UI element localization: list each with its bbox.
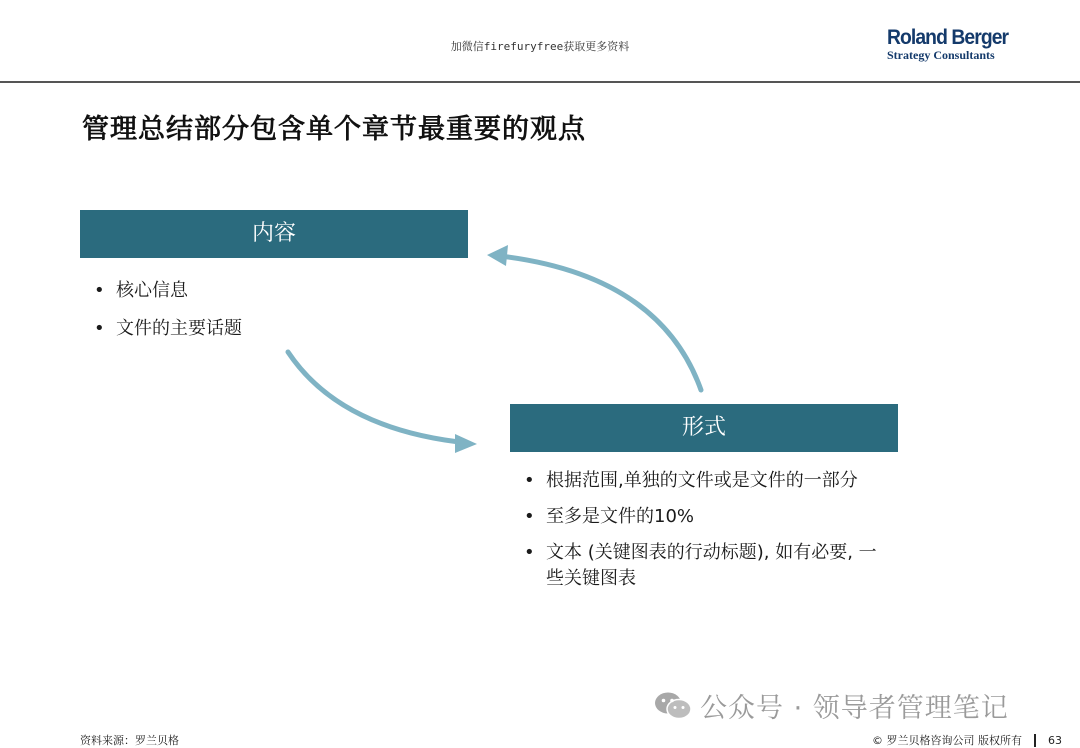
list-item: • 根据范围,单独的文件或是文件的一部分 [524,470,858,491]
logo-sub-text: Strategy Consultants [887,48,995,62]
bullet-text: 核心信息 [116,280,188,301]
list-item: • 至多是文件的10% [524,506,695,527]
bullet-text: 根据范围,单独的文件或是文件的一部分 [546,470,858,491]
content-bullet-list [90,278,450,354]
watermark-text: 公众号 · 领导者管理笔记 [700,693,1009,724]
arrowhead-to-content [487,245,508,266]
content-box-header: 内容 [80,210,468,258]
list-item: • 文件的主要话题 [94,318,242,339]
footer-copyright [872,732,1062,748]
bullet-text: 文本 (关键图表的行动标题), 如有必要, 一些关键图表 [546,542,877,589]
bullet-text: 文件的主要话题 [116,318,242,339]
wechat-icon [654,691,692,721]
arrow-form-to-content [500,256,701,390]
arrowhead-to-form [455,434,477,453]
watermark [654,686,1009,725]
footer-source: 资料来源：罗兰贝格 [80,734,179,747]
logo-main-text: Roland Berger [887,26,1009,49]
arrow-content-to-form [288,352,468,443]
list-item: • 核心信息 [94,280,188,301]
form-box-header: 形式 [510,404,898,452]
header-note: 加微信firefuryfree获取更多资料 [450,40,630,53]
footer-divider [1034,734,1036,747]
bullet-text: 至多是文件的10% [546,506,695,527]
page-number: 63 [1048,733,1062,747]
list-item: • 文本 (关键图表的行动标题), 如有必要, 一些关键图表 [524,542,877,589]
page-title: 管理总结部分包含单个章节最重要的观点 [82,114,586,145]
form-bullet-list [520,468,892,602]
copyright-text: © 罗兰贝格咨询公司 版权所有 [872,734,1022,747]
